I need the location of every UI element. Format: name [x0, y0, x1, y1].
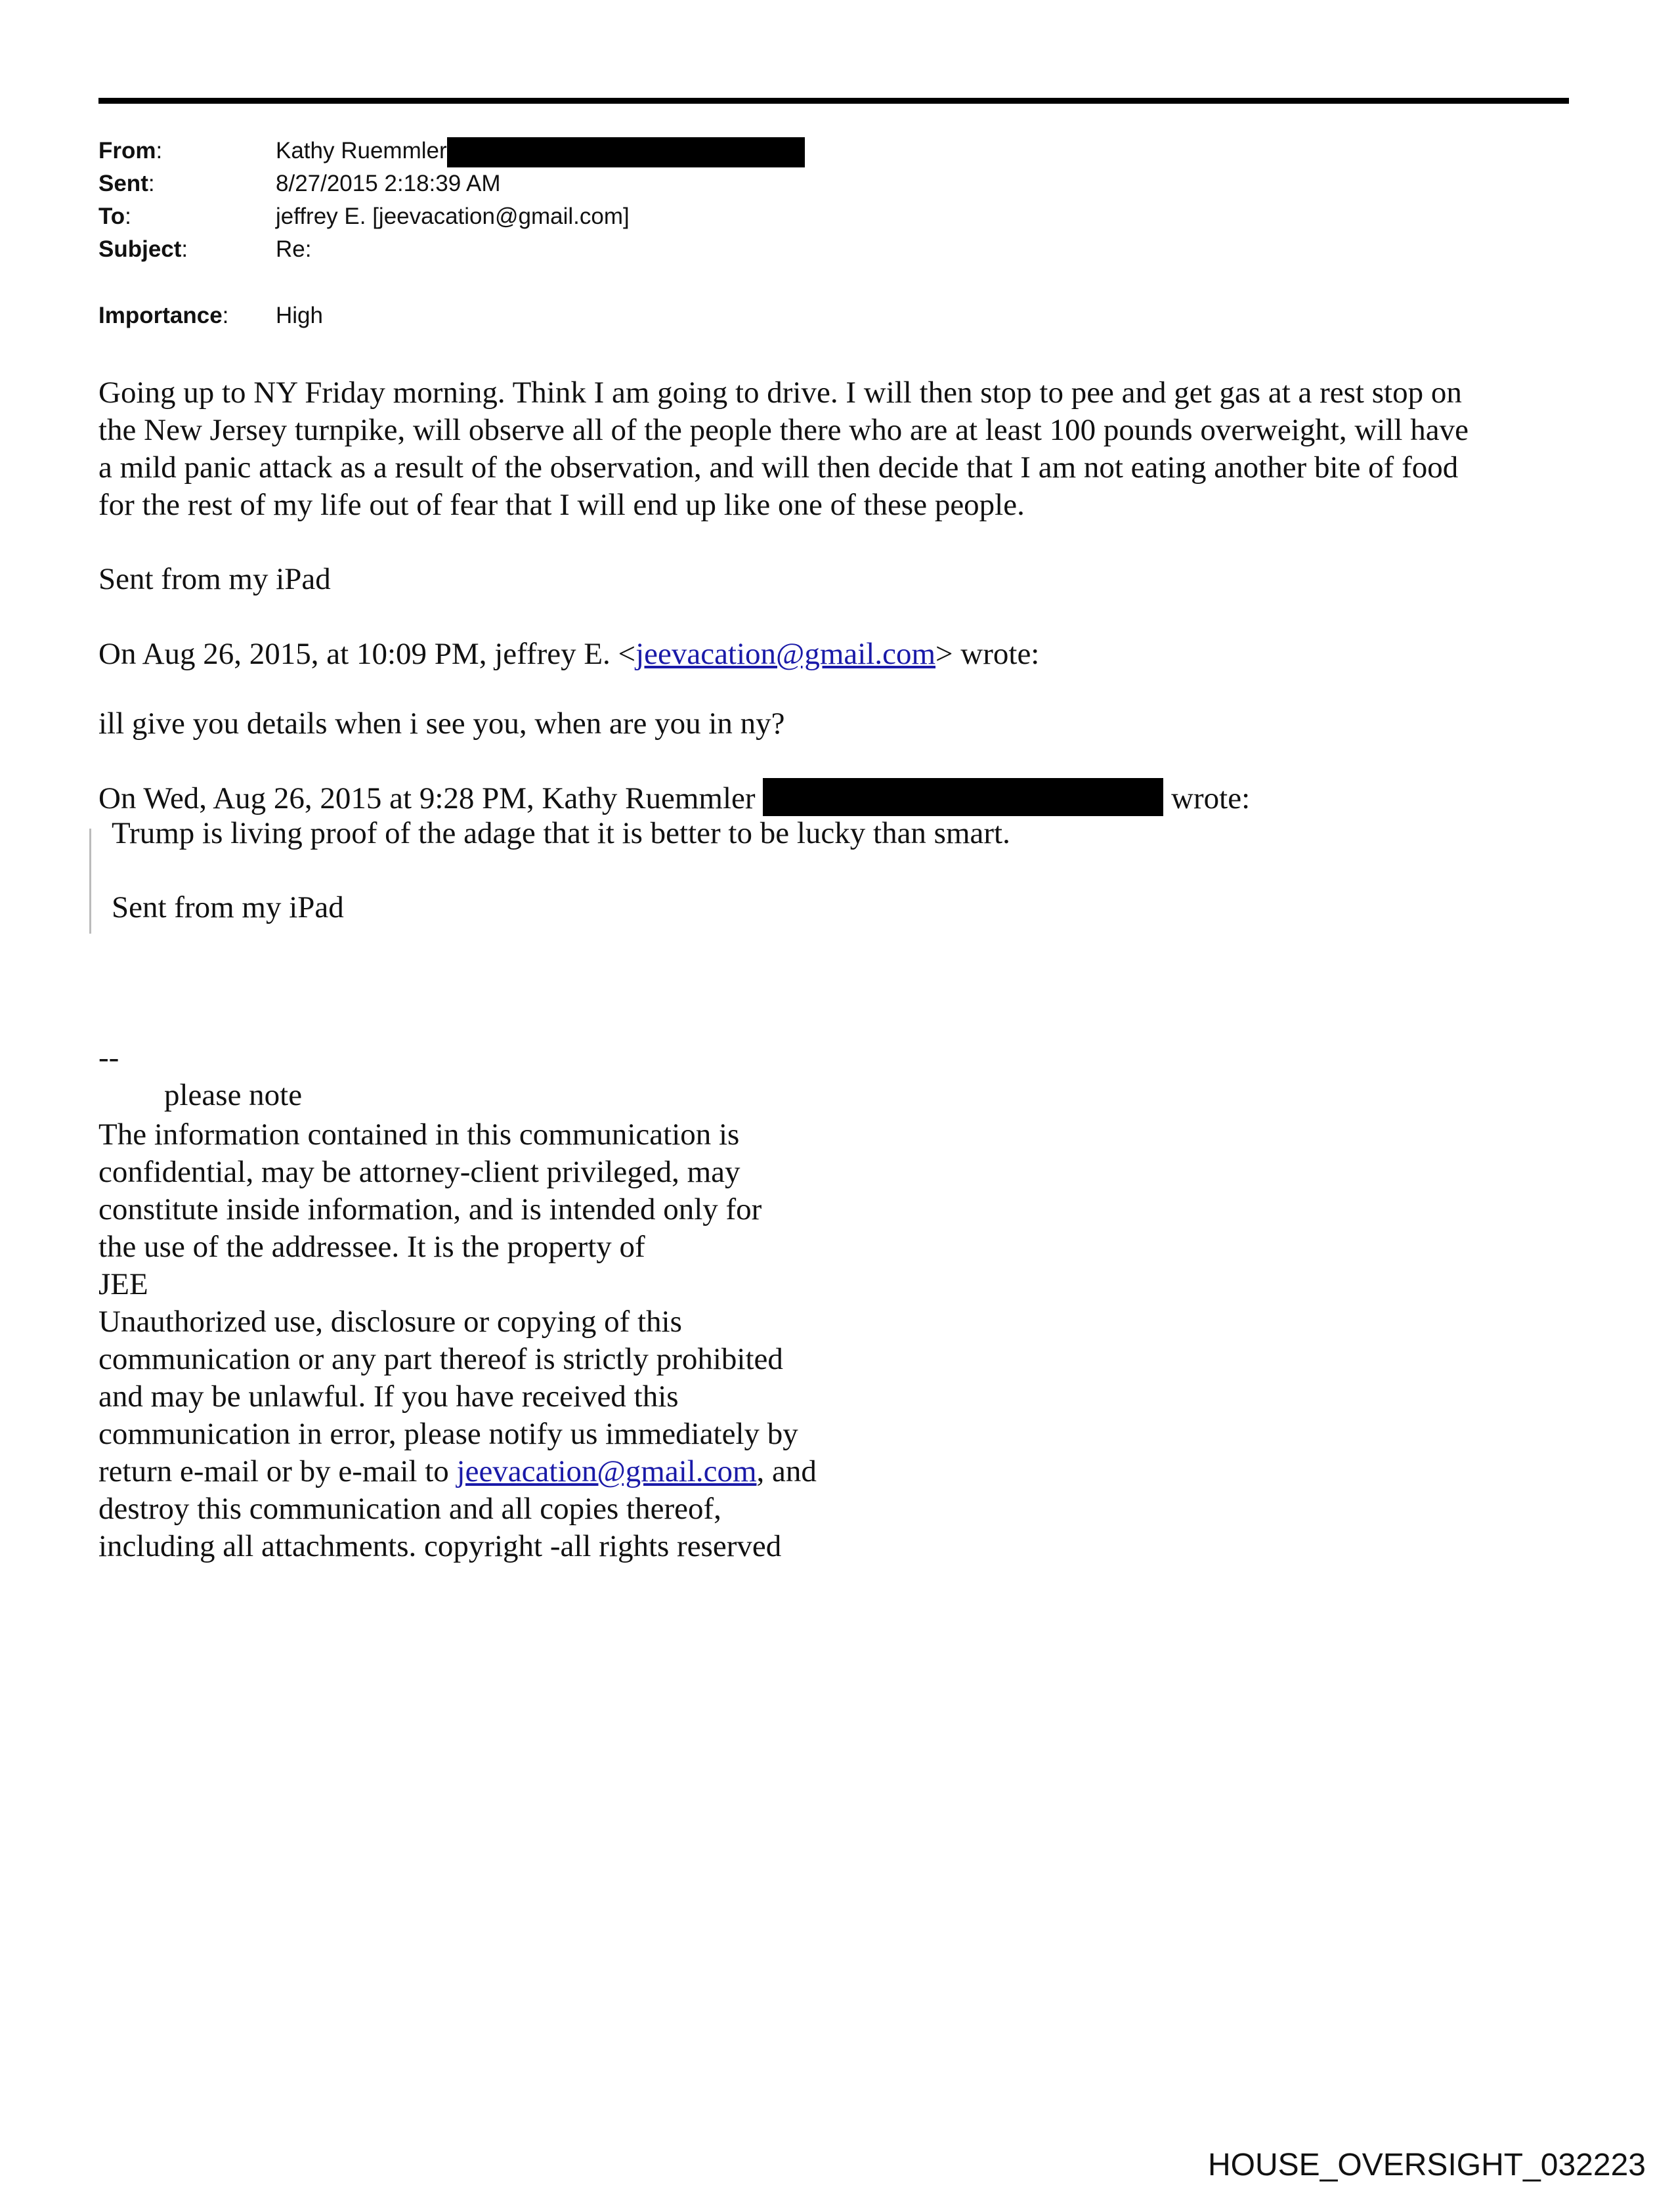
body-line: for the rest of my life out of fear that I will end up like one of these people.: [98, 488, 1025, 522]
from-row: From: Kathy Ruemmler: [98, 135, 805, 167]
message-body: [98, 374, 1576, 524]
sent-value: 8/27/2015 2:18:39 AM: [276, 171, 501, 196]
to-value: jeffrey E. [jeevacation@gmail.com]: [276, 204, 630, 229]
document-id: HOUSE_OVERSIGHT_032223: [1208, 2148, 1646, 2182]
disclaimer-line: JEE: [98, 1267, 148, 1301]
to-label: To: [98, 204, 125, 229]
body-line: a mild panic attack as a result of the observation, and will then decide that I am not eating another bite of food: [98, 450, 1459, 485]
disclaimer-line: confidential, may be attorney-client privileged, may: [98, 1155, 740, 1189]
reply1-message: ill give you details when i see you, when are you in ny?: [98, 706, 785, 741]
please-note: please note: [164, 1078, 303, 1112]
disclaimer-line: and may be unlawful. If you have received this: [98, 1379, 679, 1414]
disclaimer-line: communication or any part thereof is strictly prohibited: [98, 1342, 783, 1376]
disclaimer-line: communication in error, please notify us immediately by: [98, 1417, 798, 1451]
redaction-block: [763, 778, 1163, 816]
subject-label: Subject: [98, 236, 182, 262]
redaction-block: [447, 137, 805, 167]
reply2-signature: Sent from my iPad: [112, 890, 344, 924]
disclaimer-line: destroy this communication and all copies thereof,: [98, 1492, 721, 1526]
subject-row: Subject: Re:: [98, 236, 312, 262]
disclaimer-line: return e-mail or by e-mail to jeevacation@gmail.com, and: [98, 1454, 817, 1488]
sent-label: Sent: [98, 171, 148, 196]
sent-row: Sent: 8/27/2015 2:18:39 AM: [98, 171, 501, 196]
header-rule: [98, 98, 1569, 104]
to-row: To: jeffrey E. [jeevacation@gmail.com]: [98, 204, 630, 229]
disclaimer: [98, 1116, 817, 1565]
body-line: Going up to NY Friday morning. Think I am going to drive. I will then stop to pee and get gas at a rest stop on: [98, 376, 1462, 410]
importance-row: Importance: High: [98, 303, 323, 328]
body-line: the New Jersey turnpike, will observe all of the people there who are at least 100 pounds overweight, will have: [98, 413, 1469, 447]
importance-label: Importance: [98, 303, 223, 328]
disclaimer-email-link[interactable]: jeevacation@gmail.com: [456, 1454, 757, 1488]
reply1-intro: On Aug 26, 2015, at 10:09 PM, jeffrey E. <jeevacation@gmail.com> wrote:: [98, 637, 1040, 671]
from-label: From: [98, 138, 156, 163]
quote-bar: [89, 829, 91, 934]
subject-value: Re:: [276, 236, 312, 262]
disclaimer-line: the use of the addressee. It is the property of: [98, 1230, 645, 1264]
disclaimer-line: constitute inside information, and is intended only for: [98, 1192, 762, 1226]
disclaimer-line: including all attachments. copyright -all rights reserved: [98, 1529, 782, 1563]
signature: Sent from my iPad: [98, 562, 331, 596]
reply2-message: Trump is living proof of the adage that it is better to be lucky than smart.: [112, 816, 1010, 850]
importance-value: High: [276, 303, 323, 328]
signature-dashes: --: [98, 1041, 119, 1075]
reply1-email-link[interactable]: jeevacation@gmail.com: [635, 637, 936, 671]
reply2-intro: On Wed, Aug 26, 2015 at 9:28 PM, Kathy Ruemmler wrote:: [98, 778, 1250, 817]
from-value: Kathy Ruemmler: [276, 138, 447, 163]
disclaimer-line: Unauthorized use, disclosure or copying of this: [98, 1305, 682, 1339]
disclaimer-line: The information contained in this communication is: [98, 1117, 740, 1152]
